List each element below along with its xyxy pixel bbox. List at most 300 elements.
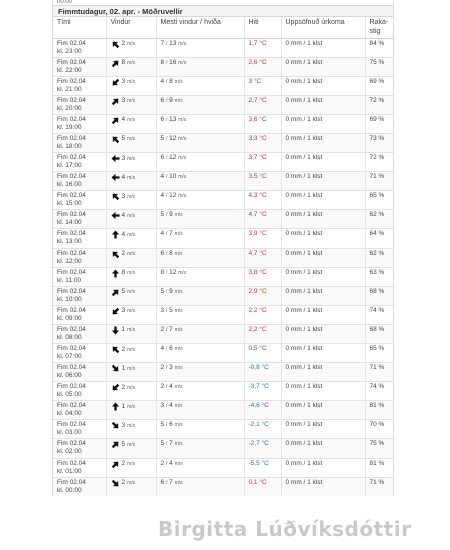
wind-cell <box>106 363 156 382</box>
precip-cell: 0 mm / 1 klst <box>281 191 365 210</box>
temperature-cell: 3,3 °C <box>244 133 281 152</box>
time-cell <box>53 95 106 114</box>
table-body <box>53 38 394 496</box>
wind-cell <box>106 229 156 248</box>
time-cell <box>53 57 106 76</box>
wind-unit: m/s <box>127 384 136 391</box>
wind-speed: 2 <box>121 250 126 258</box>
arrow-up-right-icon <box>111 440 120 449</box>
temperature-cell: -0,8 °C <box>244 363 281 382</box>
table-row <box>53 477 394 496</box>
gust-separator: / <box>165 288 168 295</box>
time-cell <box>53 286 106 305</box>
temperature-cell: -2,1 °C <box>244 420 281 439</box>
temperature-cell: 4,3 °C <box>244 191 281 210</box>
gust-separator: / <box>165 326 168 333</box>
table-row <box>53 76 394 95</box>
gust-cell <box>156 286 244 305</box>
date-text: Fim 02.04 <box>57 192 86 200</box>
gust-unit: m/s <box>174 288 183 295</box>
max-gust: 6 <box>169 421 173 429</box>
gust-unit: m/s <box>174 326 183 333</box>
wind-unit: m/s <box>127 308 136 315</box>
wind-speed: 1 <box>121 364 126 372</box>
precip-cell: 0 mm / 1 klst <box>281 133 365 152</box>
hour-text: kl. 19:00 <box>57 123 82 131</box>
table-row <box>53 248 394 267</box>
arrow-left-icon <box>111 154 120 163</box>
wind-cell <box>106 76 156 95</box>
max-gust: 13 <box>169 115 177 123</box>
gust-cell <box>156 477 244 496</box>
wind-speed: 1 <box>121 402 126 410</box>
max-wind: 2 <box>160 383 165 391</box>
humidity-cell: 69 % <box>365 114 394 133</box>
max-wind: 8 <box>160 58 165 66</box>
precip-cell: 0 mm / 1 klst <box>281 363 365 382</box>
time-cell <box>53 420 106 439</box>
gust-cell <box>156 172 244 191</box>
max-gust: 12 <box>169 154 177 162</box>
max-gust: 8 <box>169 77 173 85</box>
date-text: Fim 02.04 <box>57 268 86 276</box>
hour-text: kl. 06:00 <box>57 372 82 380</box>
wind-speed: 3 <box>121 154 126 162</box>
max-wind: 6 <box>160 249 165 257</box>
max-wind: 6 <box>160 154 165 162</box>
time-cell <box>53 458 106 477</box>
arrow-up-left-icon <box>111 345 120 354</box>
wind-unit: m/s <box>127 174 136 181</box>
table-row <box>53 324 394 343</box>
gust-unit: m/s <box>178 155 187 162</box>
arrow-down-left-icon <box>111 307 120 316</box>
wind-unit: m/s <box>127 193 136 200</box>
gust-unit: m/s <box>174 97 183 104</box>
precip-cell: 0 mm / 1 klst <box>281 382 365 401</box>
precip-cell: 0 mm / 1 klst <box>281 305 365 324</box>
gust-separator: / <box>165 479 168 486</box>
wind-cell <box>106 114 156 133</box>
arrow-up-left-icon <box>111 250 120 259</box>
hour-text: kl. 05:00 <box>57 391 82 399</box>
max-gust: 5 <box>169 306 173 314</box>
arrow-up-right-icon <box>111 460 120 469</box>
max-wind: 2 <box>160 364 165 372</box>
precip-cell: 0 mm / 1 klst <box>281 38 365 57</box>
wind-cell <box>106 324 156 343</box>
gust-separator: / <box>165 174 168 181</box>
gust-unit: m/s <box>178 193 187 200</box>
gust-unit: m/s <box>174 78 183 85</box>
time-cell <box>53 477 106 496</box>
wind-speed: 1 <box>121 326 126 334</box>
gust-unit: m/s <box>174 307 183 314</box>
table-row <box>53 38 394 57</box>
precip-cell: 0 mm / 1 klst <box>281 229 365 248</box>
gust-cell <box>156 267 244 286</box>
gust-unit: m/s <box>178 59 187 66</box>
temperature-cell: 2,2 °C <box>244 305 281 324</box>
humidity-cell: 84 % <box>365 38 394 57</box>
gust-cell <box>156 344 244 363</box>
humidity-cell: 74 % <box>365 382 394 401</box>
wind-unit: m/s <box>127 117 136 124</box>
humidity-cell: 68 % <box>365 286 394 305</box>
hour-text: kl. 08:00 <box>57 333 82 341</box>
hour-text: kl. 17:00 <box>57 162 82 170</box>
time-cell <box>53 153 106 172</box>
time-cell <box>53 439 106 458</box>
humidity-cell: 69 % <box>365 76 394 95</box>
arrow-left-icon <box>111 211 120 220</box>
hour-text: kl. 11:00 <box>57 276 82 284</box>
temperature-cell: -3,7 °C <box>244 382 281 401</box>
table-row <box>53 382 394 401</box>
gust-cell <box>156 191 244 210</box>
gust-unit: m/s <box>178 174 187 181</box>
hour-text: kl. 10:00 <box>57 295 82 303</box>
precip-cell: 0 mm / 1 klst <box>281 57 365 76</box>
wind-unit: m/s <box>127 480 136 487</box>
time-cell <box>53 114 106 133</box>
arrow-down-left-icon <box>111 78 120 87</box>
hourly-weather-table <box>53 17 394 496</box>
precip-cell: 0 mm / 1 klst <box>281 76 365 95</box>
date-text: Fim 02.04 <box>57 230 86 238</box>
wind-cell <box>106 458 156 477</box>
gust-cell <box>156 458 244 477</box>
table-row <box>53 153 394 172</box>
temperature-cell: -5,5 °C <box>244 458 281 477</box>
header-gust: Mesti vindur / hviða <box>156 17 244 38</box>
gust-cell <box>156 363 244 382</box>
arrow-left-icon <box>111 173 120 182</box>
wind-speed: 2 <box>121 383 126 391</box>
max-wind: 4 <box>160 173 165 181</box>
wind-cell <box>106 286 156 305</box>
max-gust: 10 <box>169 173 177 181</box>
gust-separator: / <box>165 346 168 352</box>
wind-speed: 2 <box>121 479 126 487</box>
wind-speed: 4 <box>121 173 126 181</box>
wind-unit: m/s <box>127 289 136 296</box>
gust-cell <box>156 133 244 152</box>
gust-separator: / <box>165 193 168 200</box>
wind-speed: 2 <box>121 460 126 468</box>
table-row <box>53 95 394 114</box>
max-wind: 5 <box>160 134 165 142</box>
wind-cell <box>106 95 156 114</box>
max-gust: 7 <box>169 440 173 448</box>
date-text: Fim 02.04 <box>57 115 86 123</box>
wind-speed: 8 <box>121 59 126 67</box>
time-cell <box>53 305 106 324</box>
wind-unit: m/s <box>127 79 136 86</box>
max-gust: 7 <box>169 478 173 486</box>
gust-unit: m/s <box>174 422 183 429</box>
max-gust: 7 <box>169 230 173 238</box>
wind-speed: 8 <box>121 269 126 277</box>
wind-speed: 5 <box>121 135 126 143</box>
arrow-down-right-icon <box>111 479 120 488</box>
arrow-up-right-icon <box>111 116 120 125</box>
time-cell <box>53 363 106 382</box>
hour-text: kl. 12:00 <box>57 257 82 265</box>
date-text: Fim 02.04 <box>57 421 86 429</box>
hour-text: kl. 16:00 <box>57 181 82 189</box>
max-gust: 9 <box>169 211 173 219</box>
max-gust: 4 <box>169 383 173 391</box>
gust-unit: m/s <box>178 116 187 123</box>
arrow-down-left-icon <box>111 383 120 392</box>
gust-cell <box>156 324 244 343</box>
precip-cell: 0 mm / 1 klst <box>281 458 365 477</box>
wind-unit: m/s <box>127 441 136 448</box>
wind-speed: 2 <box>121 345 126 353</box>
gust-separator: / <box>165 441 168 448</box>
precip-cell: 0 mm / 1 klst <box>281 286 365 305</box>
gust-separator: / <box>165 307 168 314</box>
max-gust: 16 <box>169 58 177 66</box>
hour-text: kl. 01:00 <box>57 467 82 475</box>
arrow-up-right-icon <box>111 59 120 68</box>
gust-cell <box>156 114 244 133</box>
temperature-cell: 2,9 °C <box>244 286 281 305</box>
precip-cell: 0 mm / 1 klst <box>281 210 365 229</box>
max-wind: 6 <box>160 96 165 104</box>
wind-cell <box>106 172 156 191</box>
gust-unit: m/s <box>174 250 183 257</box>
hour-text: kl. 14:00 <box>57 219 82 227</box>
wind-unit: m/s <box>127 270 136 277</box>
date-text: Fim 02.04 <box>57 402 86 410</box>
arrow-down-icon <box>111 326 120 335</box>
section-title: Fimmtudagur, 02. apr. - Möðruvellir <box>53 6 393 17</box>
max-gust: 4 <box>169 402 173 410</box>
temperature-cell: 0,5 °C <box>244 344 281 363</box>
humidity-cell: 64 % <box>365 229 394 248</box>
wind-cell <box>106 191 156 210</box>
temperature-cell: 3,6 °C <box>244 114 281 133</box>
wind-speed: 3 <box>121 192 126 200</box>
humidity-cell: 71 % <box>365 363 394 382</box>
hour-text: kl. 21:00 <box>57 85 82 93</box>
table-row <box>53 133 394 152</box>
wind-speed: 4 <box>121 116 126 124</box>
temperature-cell: 1,7 °C <box>244 38 281 57</box>
max-gust: 7 <box>169 325 173 333</box>
hour-text: kl. 02:00 <box>57 448 82 456</box>
gust-unit: m/s <box>178 269 187 276</box>
gust-cell <box>156 439 244 458</box>
header-precip: Uppsöfnuð úrkoma <box>281 17 365 38</box>
wind-speed: 3 <box>121 307 126 315</box>
header-wind: Vindur <box>106 17 156 38</box>
gust-separator: / <box>165 116 168 123</box>
weather-table-panel <box>52 0 394 496</box>
wind-cell <box>106 305 156 324</box>
wind-cell <box>106 344 156 363</box>
humidity-cell: 72 % <box>365 95 394 114</box>
gust-separator: / <box>165 403 168 410</box>
humidity-cell: 72 % <box>365 153 394 172</box>
wind-cell <box>106 382 156 401</box>
gust-cell <box>156 57 244 76</box>
table-row <box>53 363 394 382</box>
humidity-cell: 81 % <box>365 458 394 477</box>
wind-speed: 4 <box>121 230 126 238</box>
table-row <box>53 210 394 229</box>
wind-cell <box>106 267 156 286</box>
date-text: Fim 02.04 <box>57 287 86 295</box>
time-cell <box>53 76 106 95</box>
precip-cell: 0 mm / 1 klst <box>281 172 365 191</box>
wind-unit: m/s <box>127 327 136 334</box>
temperature-cell: 0,1 °C <box>244 477 281 496</box>
gust-cell <box>156 210 244 229</box>
temperature-cell: 3,5 °C <box>244 172 281 191</box>
gust-separator: / <box>165 269 168 276</box>
time-cell <box>53 382 106 401</box>
precip-cell: 0 mm / 1 klst <box>281 153 365 172</box>
gust-unit: m/s <box>174 231 183 238</box>
max-wind: 3 <box>160 306 165 314</box>
wind-cell <box>106 420 156 439</box>
date-text: Fim 02.04 <box>57 325 86 333</box>
max-wind: 5 <box>160 440 165 448</box>
gust-cell <box>156 229 244 248</box>
gust-unit: m/s <box>174 212 183 219</box>
max-gust: 12 <box>169 268 177 276</box>
hour-text: kl. 00:00 <box>57 486 82 494</box>
time-cell <box>53 267 106 286</box>
humidity-cell: 75 % <box>365 57 394 76</box>
max-gust: 12 <box>169 134 177 142</box>
gust-cell <box>156 76 244 95</box>
date-text: Fim 02.04 <box>57 96 86 104</box>
table-row <box>53 420 394 439</box>
arrow-up-left-icon <box>111 135 120 144</box>
table-row <box>53 305 394 324</box>
wind-speed: 3 <box>121 78 126 86</box>
wind-unit: m/s <box>127 98 136 105</box>
temperature-cell: 3,9 °C <box>244 229 281 248</box>
temperature-cell: 4,7 °C <box>244 210 281 229</box>
max-gust: 8 <box>169 249 173 257</box>
max-wind: 6 <box>160 115 165 123</box>
time-cell <box>53 401 106 420</box>
hour-text: kl. 20:00 <box>57 104 82 112</box>
arrow-up-icon <box>111 230 120 239</box>
gust-separator: / <box>165 384 168 391</box>
wind-unit: m/s <box>127 251 136 258</box>
wind-cell <box>106 38 156 57</box>
max-gust: 3 <box>169 364 173 372</box>
date-text: Fim 02.04 <box>57 77 86 85</box>
humidity-cell: 75 % <box>365 439 394 458</box>
gust-separator: / <box>165 212 168 219</box>
gust-unit: m/s <box>178 40 187 47</box>
gust-separator: / <box>165 59 168 66</box>
precip-cell: 0 mm / 1 klst <box>281 477 365 496</box>
gust-separator: / <box>165 250 168 257</box>
max-gust: 12 <box>169 192 177 200</box>
humidity-cell: 65 % <box>365 344 394 363</box>
humidity-cell: 65 % <box>365 191 394 210</box>
date-text: Fim 02.04 <box>57 58 86 66</box>
hour-text: kl. 13:00 <box>57 238 82 246</box>
max-wind: 4 <box>160 77 165 85</box>
temperature-cell: 4,7 °C <box>244 248 281 267</box>
wind-speed: 5 <box>121 440 126 448</box>
gust-separator: / <box>165 460 168 467</box>
arrow-up-right-icon <box>111 97 120 106</box>
max-wind: 2 <box>160 325 165 333</box>
wind-unit: m/s <box>127 136 136 143</box>
wind-cell <box>106 477 156 496</box>
gust-unit: m/s <box>174 460 183 467</box>
date-text: Fim 02.04 <box>57 211 86 219</box>
date-text: Fim 02.04 <box>57 306 86 314</box>
humidity-cell: 68 % <box>365 324 394 343</box>
temperature-cell: 2,2 °C <box>244 324 281 343</box>
time-cell <box>53 191 106 210</box>
max-wind: 7 <box>160 39 165 47</box>
time-cell <box>53 172 106 191</box>
gust-separator: / <box>165 365 168 372</box>
gust-separator: / <box>165 135 168 142</box>
date-text: Fim 02.04 <box>57 459 86 467</box>
hour-text: kl. 03:00 <box>57 429 82 437</box>
date-text: Fim 02.04 <box>57 154 86 162</box>
gust-cell <box>156 248 244 267</box>
time-cell <box>53 38 106 57</box>
time-cell <box>53 229 106 248</box>
max-gust: 9 <box>169 96 173 104</box>
hour-text: kl. 15:00 <box>57 200 82 208</box>
max-wind: 3 <box>160 402 165 410</box>
date-text: Fim 02.04 <box>57 440 86 448</box>
precip-cell: 0 mm / 1 klst <box>281 439 365 458</box>
wind-speed: 4 <box>121 211 126 219</box>
header-humidity: Raka- stig <box>365 17 394 38</box>
gust-cell <box>156 420 244 439</box>
max-wind: 4 <box>160 230 165 238</box>
table-row <box>53 401 394 420</box>
gust-unit: m/s <box>174 384 183 391</box>
arrow-down-right-icon <box>111 364 120 373</box>
max-gust: 9 <box>169 287 173 295</box>
wind-cell <box>106 401 156 420</box>
header-temp: Hiti <box>244 17 281 38</box>
humidity-cell: 63 % <box>365 267 394 286</box>
gust-unit: m/s <box>178 135 187 142</box>
wind-unit: m/s <box>127 403 136 410</box>
precip-cell: 0 mm / 1 klst <box>281 248 365 267</box>
table-row <box>53 439 394 458</box>
table-row <box>53 229 394 248</box>
gust-unit: m/s <box>174 403 183 410</box>
temperature-cell: -2,7 °C <box>244 439 281 458</box>
humidity-cell: 74 % <box>365 305 394 324</box>
wind-unit: m/s <box>127 60 136 67</box>
gust-separator: / <box>165 40 168 47</box>
wind-cell <box>106 248 156 267</box>
date-text: Fim 02.04 <box>57 478 86 486</box>
wind-unit: m/s <box>127 422 136 429</box>
hour-text: kl. 18:00 <box>57 142 82 150</box>
